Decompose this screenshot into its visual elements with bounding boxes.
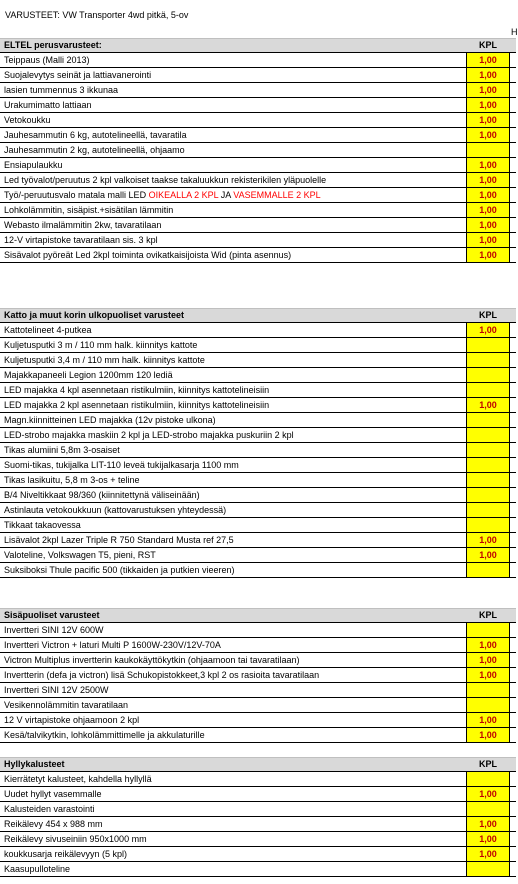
- item-name: Suksiboksi Thule pacific 500 (tikkaiden ja putkien vieeren): [4, 565, 235, 575]
- table-row: [0, 518, 516, 533]
- table-row: [0, 713, 516, 728]
- quantity-cell[interactable]: 1,00: [466, 653, 510, 667]
- table-row: [0, 847, 516, 862]
- quantity-cell[interactable]: [466, 683, 510, 697]
- table-row: [0, 218, 516, 233]
- quantity-cell[interactable]: [466, 443, 510, 457]
- quantity-cell[interactable]: [466, 488, 510, 502]
- quantity-cell[interactable]: 1,00: [466, 233, 510, 247]
- item-name: Led työvalot/peruutus 2 kpl valkoiset taakse takaluukkun rekisterikilen yläpuolelle: [4, 175, 327, 185]
- table-row: [0, 203, 516, 218]
- item-name: Invertteri SINI 12V 2500W: [4, 685, 109, 695]
- item-name-part: Työ/-peruutusvalo matala malli LED: [4, 190, 149, 200]
- item-name: Reikälevy 454 x 988 mm: [4, 819, 103, 829]
- table-row: [0, 353, 516, 368]
- quantity-cell[interactable]: 1,00: [466, 638, 510, 652]
- equipment-section: [0, 308, 516, 578]
- table-row: [0, 683, 516, 698]
- table-row: [0, 383, 516, 398]
- quantity-cell[interactable]: [466, 623, 510, 637]
- item-name: Invertteri Victron + laturi Multi P 1600W-230V/12V-70A: [4, 640, 221, 650]
- quantity-cell[interactable]: [466, 473, 510, 487]
- item-name: Tikas lasikuitu, 5,8 m 3-os + teline: [4, 475, 140, 485]
- quantity-cell[interactable]: 1,00: [466, 832, 510, 846]
- section-title: Hyllykalusteet: [4, 759, 65, 769]
- item-name: Kuljetusputki 3 m / 110 mm halk. kiinnitys kattote: [4, 340, 198, 350]
- table-row: [0, 668, 516, 683]
- quantity-cell[interactable]: [466, 563, 510, 577]
- table-row: [0, 248, 516, 263]
- item-name: Kalusteiden varastointi: [4, 804, 95, 814]
- quantity-cell[interactable]: [466, 518, 510, 532]
- quantity-cell[interactable]: 1,00: [466, 668, 510, 682]
- item-name-part: VASEMMALLE 2 KPL: [233, 190, 321, 200]
- item-name: 12-V virtapistoke tavaratilaan sis. 3 kpl: [4, 235, 158, 245]
- item-name: koukkusarja reikälevyyn (5 kpl): [4, 849, 128, 859]
- table-row: [0, 413, 516, 428]
- table-row: [0, 443, 516, 458]
- table-row: [0, 653, 516, 668]
- table-row: [0, 817, 516, 832]
- quantity-cell[interactable]: [466, 772, 510, 786]
- table-row: [0, 143, 516, 158]
- item-name: Suomi-tikas, tukijalka LIT-110 leveä tukijalkasarja 1100 mm: [4, 460, 239, 470]
- quantity-cell[interactable]: [466, 368, 510, 382]
- item-name: Invertterin (defa ja victron) lisä Schukopistokkeet,3 kpl 2 os rasioita tavaratilaan: [4, 670, 320, 680]
- quantity-cell[interactable]: [466, 458, 510, 472]
- item-name: Victron Multiplus invertterin kaukokäyttökytkin (ohjaamoon tai tavaratilaan): [4, 655, 300, 665]
- item-name: Magn.kiinnitteinen LED majakka (12v pistoke ulkona): [4, 415, 216, 425]
- table-row: [0, 473, 516, 488]
- kpl-column-header: KPL: [479, 310, 497, 320]
- quantity-cell[interactable]: [466, 503, 510, 517]
- item-name: Tikkaat takaovessa: [4, 520, 81, 530]
- section-header: [0, 757, 516, 772]
- table-row: [0, 188, 516, 203]
- item-name: Kierrätetyt kalusteet, kahdella hyllyllä: [4, 774, 152, 784]
- table-row: [0, 832, 516, 847]
- item-name: Tikas alumiini 5,8m 3-osaiset: [4, 445, 120, 455]
- table-row: [0, 772, 516, 787]
- quantity-cell[interactable]: 1,00: [466, 248, 510, 262]
- table-row: [0, 488, 516, 503]
- table-row: [0, 533, 516, 548]
- quantity-cell[interactable]: [466, 802, 510, 816]
- item-name: Ensiapulaukku: [4, 160, 63, 170]
- table-row: [0, 368, 516, 383]
- item-name: Suojalevytys seinät ja lattiavanerointi: [4, 70, 152, 80]
- quantity-cell[interactable]: 1,00: [466, 98, 510, 112]
- table-row: [0, 98, 516, 113]
- table-row: [0, 862, 516, 877]
- quantity-cell[interactable]: [466, 353, 510, 367]
- document-title: VARUSTEET: VW Transporter 4wd pitkä, 5-ov: [5, 10, 189, 20]
- kpl-column-header: KPL: [479, 610, 497, 620]
- section-title: Katto ja muut korin ulkopuoliset varusteet: [4, 310, 185, 320]
- table-row: [0, 68, 516, 83]
- quantity-cell[interactable]: 1,00: [466, 787, 510, 801]
- item-name: Astinlauta vetokoukkuun (kattovarustuksen yhteydessä): [4, 505, 227, 515]
- item-name-part: JA: [218, 190, 234, 200]
- quantity-cell[interactable]: 1,00: [466, 188, 510, 202]
- quantity-cell[interactable]: 1,00: [466, 847, 510, 861]
- item-name: Uudet hyllyt vasemmalle: [4, 789, 102, 799]
- quantity-cell[interactable]: 1,00: [466, 323, 510, 337]
- item-name: Kesä/talvikytkin, lohkolämmittimelle ja akkulaturille: [4, 730, 205, 740]
- item-name: LED majakka 4 kpl asennetaan ristikulmiin, kiinnitys kattotelineisiin: [4, 385, 270, 395]
- section-header: [0, 38, 516, 53]
- quantity-cell[interactable]: 1,00: [466, 113, 510, 127]
- table-row: [0, 233, 516, 248]
- item-name: Jauhesammutin 2 kg, autotelineellä, ohjaamo: [4, 145, 185, 155]
- item-name: Teippaus (Malli 2013): [4, 55, 90, 65]
- quantity-cell[interactable]: [466, 383, 510, 397]
- item-name: lasien tummennus 3 ikkunaa: [4, 85, 119, 95]
- table-row: [0, 638, 516, 653]
- item-name: LED-strobo majakka maskiin 2 kpl ja LED-strobo majakka puskuriin 2 kpl: [4, 430, 294, 440]
- item-name: Urakumimatto lattiaan: [4, 100, 92, 110]
- item-name: Lohkolämmitin, sisäpist.+sisätilan lämmitin: [4, 205, 174, 215]
- quantity-cell[interactable]: [466, 862, 510, 876]
- table-row: [0, 323, 516, 338]
- section-header: [0, 308, 516, 323]
- quantity-cell[interactable]: 1,00: [466, 817, 510, 831]
- quantity-cell[interactable]: [466, 143, 510, 157]
- quantity-cell[interactable]: 1,00: [466, 158, 510, 172]
- table-row: [0, 623, 516, 638]
- table-row: [0, 158, 516, 173]
- table-row: [0, 698, 516, 713]
- item-name: 12 V virtapistoke ohjaamoon 2 kpl: [4, 715, 140, 725]
- quantity-cell[interactable]: 1,00: [466, 53, 510, 67]
- section-header: [0, 608, 516, 623]
- section-title: ELTEL perusvarusteet:: [4, 40, 102, 50]
- equipment-section: [0, 38, 516, 263]
- quantity-cell[interactable]: 1,00: [466, 713, 510, 727]
- item-name: Sisävalot pyöreät Led 2kpl toiminta ovikatkaisijoista Wid (pinta asennus): [4, 250, 292, 260]
- quantity-cell[interactable]: [466, 698, 510, 712]
- kpl-column-header: KPL: [479, 40, 497, 50]
- item-name: Reikälevy sivuseiniin 950x1000 mm: [4, 834, 147, 844]
- item-name: B/4 Niveltikkaat 98/360 (kiinnitettynä väliseinään): [4, 490, 200, 500]
- table-row: [0, 398, 516, 413]
- item-name: Webasto ilmalämmitin 2kw, tavaratilaan: [4, 220, 162, 230]
- table-row: [0, 53, 516, 68]
- quantity-cell[interactable]: [466, 428, 510, 442]
- item-name: Vesikennolämmitin tavaratilaan: [4, 700, 129, 710]
- column-header-h: H: [511, 27, 518, 37]
- quantity-cell[interactable]: 1,00: [466, 533, 510, 547]
- table-row: [0, 503, 516, 518]
- item-name: Kaasupulloteline: [4, 864, 71, 874]
- table-row: [0, 83, 516, 98]
- table-row: [0, 113, 516, 128]
- table-row: [0, 128, 516, 143]
- item-name: Kattotelineet 4-putkea: [4, 325, 92, 335]
- table-row: [0, 548, 516, 563]
- equipment-section: [0, 757, 516, 877]
- table-row: [0, 787, 516, 802]
- item-name-part: OIKEALLA 2 KPL: [148, 190, 219, 200]
- item-name: LED majakka 2 kpl asennetaan ristikulmiin, kiinnitys kattotelineisiin: [4, 400, 270, 410]
- item-name: Jauhesammutin 6 kg, autotelineellä, tavaratila: [4, 130, 187, 140]
- equipment-section: [0, 608, 516, 743]
- item-name: Majakkapaneeli Legion 1200mm 120 lediä: [4, 370, 173, 380]
- item-name: Valoteline, Volkswagen T5, pieni, RST: [4, 550, 156, 560]
- table-row: [0, 802, 516, 817]
- table-row: [0, 728, 516, 743]
- item-name: Kuljetusputki 3,4 m / 110 mm halk. kiinnitys kattote: [4, 355, 205, 365]
- item-name: Invertteri SINI 12V 600W: [4, 625, 104, 635]
- quantity-cell[interactable]: [466, 413, 510, 427]
- quantity-cell[interactable]: 1,00: [466, 68, 510, 82]
- table-row: [0, 338, 516, 353]
- quantity-cell[interactable]: 1,00: [466, 548, 510, 562]
- quantity-cell[interactable]: 1,00: [466, 398, 510, 412]
- table-row: [0, 458, 516, 473]
- section-title: Sisäpuoliset varusteet: [4, 610, 100, 620]
- quantity-cell[interactable]: 1,00: [466, 128, 510, 142]
- quantity-cell[interactable]: 1,00: [466, 203, 510, 217]
- kpl-column-header: KPL: [479, 759, 497, 769]
- quantity-cell[interactable]: [466, 338, 510, 352]
- item-name: Vetokoukku: [4, 115, 51, 125]
- quantity-cell[interactable]: 1,00: [466, 728, 510, 742]
- item-name: Lisävalot 2kpl Lazer Triple R 750 Standard Musta ref 27,5: [4, 535, 234, 545]
- table-row: [0, 428, 516, 443]
- table-row: [0, 173, 516, 188]
- quantity-cell[interactable]: 1,00: [466, 173, 510, 187]
- item-name: [4, 190, 321, 200]
- table-row: [0, 563, 516, 578]
- quantity-cell[interactable]: 1,00: [466, 218, 510, 232]
- quantity-cell[interactable]: 1,00: [466, 83, 510, 97]
